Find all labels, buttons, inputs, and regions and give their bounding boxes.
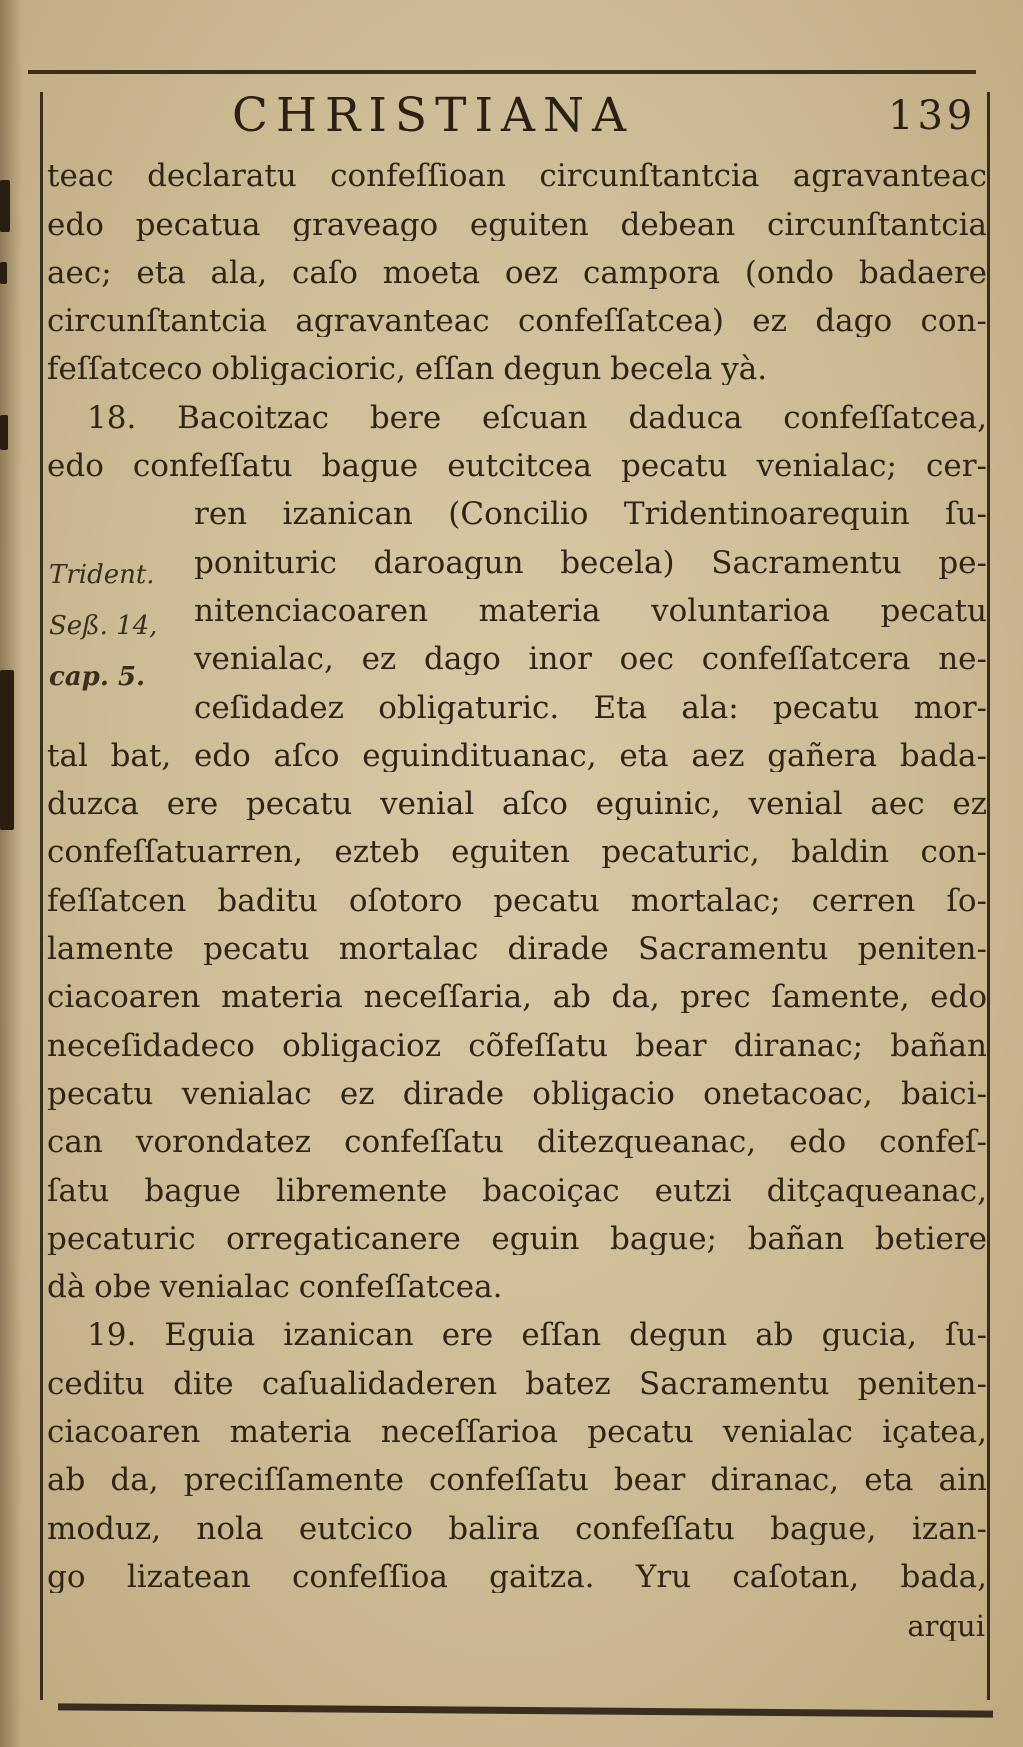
text-line: ciacoaren materia neceſſarioa pecatu venialac içatea,: [47, 1417, 987, 1449]
bleed-through-mark: [0, 180, 10, 232]
text-line: moduz, nola eutcico balira confeſſatu bague, izan-: [47, 1513, 987, 1545]
catchword: arqui: [907, 1612, 985, 1642]
text-line: venialac, ez dago inor oec confeſſatcera ne-: [194, 644, 987, 676]
text-line: ab da, preciſſamente confeſſatu bear diranac, eta ain: [47, 1465, 987, 1497]
bleed-through-mark: [0, 415, 8, 450]
text-line: go lizatean confeſſioa gaitza. Yru caſotan, bada,: [47, 1561, 987, 1593]
bleed-through-mark: [0, 670, 14, 830]
text-line: ſatu bague libremente bacoiçac eutzi ditçaqueanac,: [47, 1175, 987, 1207]
text-line: teac declaratu confeſſioan circunſtantcia agravanteac: [47, 161, 987, 193]
text-line: edo confeſſatu bague eutcitcea pecatu venialac; cer-: [47, 451, 987, 483]
text-line: tal bat, edo aſco eguindituanac, eta aez gañera bada-: [47, 740, 987, 772]
text-line: nitenciacoaren materia voluntarioa pecatu: [194, 595, 987, 627]
text-line: lamente pecatu mortalac dirade Sacramentu peniten-: [47, 934, 987, 966]
text-line: neceſidadeco obligacioz cõfeſſatu bear diranac; bañan: [47, 1030, 987, 1062]
paragraph-start-line: 18. Bacoitzac bere eſcuan daduca confeſſatcea,: [87, 402, 987, 434]
text-line: pecatu venialac ez dirade obligacio onetacoac, baici-: [47, 1078, 987, 1110]
text-line: pecaturic orregaticanere eguin bague; bañan betiere: [47, 1223, 987, 1255]
text-line: feſſatceco obligacioric, eſſan degun becela yà.: [47, 354, 768, 386]
page-number: 139: [888, 93, 977, 139]
bleed-through-mark: [0, 262, 7, 284]
text-line: can vorondatez confeſſatu ditezqueanac, edo confeſ-: [47, 1127, 987, 1159]
margin-note: Seß. 14,: [49, 611, 158, 641]
paragraph-start-line: 19. Eguia izanican ere eſſan degun ab gucia, ſu-: [87, 1320, 987, 1352]
text-line: ceſidadez obligaturic. Eta ala: pecatu mor-: [194, 692, 987, 724]
text-line: feſſatcen baditu oſotoro pecatu mortalac; cerren ſo-: [47, 885, 987, 917]
text-line: duzca ere pecatu venial aſco eguinic, venial aec ez: [47, 789, 987, 821]
text-line: dà obe venialac confeſſatcea.: [47, 1272, 503, 1304]
text-line: ciacoaren materia neceſſaria, ab da, prec ſamente, edo: [47, 982, 987, 1014]
text-line: edo pecatua graveago eguiten debean circunſtantcia: [47, 209, 987, 241]
text-line: confeſſatuarren, ezteb eguiten pecaturic, baldin con-: [47, 837, 987, 869]
text-line: circunſtantcia agravanteac confeſſatcea) ez dago con-: [47, 306, 987, 338]
catchword-line: [47, 1593, 987, 1641]
margin-note: cap. 5.: [49, 662, 146, 692]
text-line: ceditu dite caſualidaderen batez Sacramentu peniten-: [47, 1368, 987, 1400]
body-text: [47, 144, 987, 1641]
margin-note: Trident.: [49, 560, 155, 590]
header-rule: [28, 70, 976, 74]
running-head: CHRISTIANA: [232, 88, 635, 143]
text-line: aec; eta ala, caſo moeta oez campora (ondo badaere: [47, 257, 987, 289]
text-line: ren izanican (Concilio Tridentinoarequin ſu-: [194, 499, 987, 531]
text-line: ponituric daroagun becela) Sacramentu pe-: [194, 547, 987, 579]
